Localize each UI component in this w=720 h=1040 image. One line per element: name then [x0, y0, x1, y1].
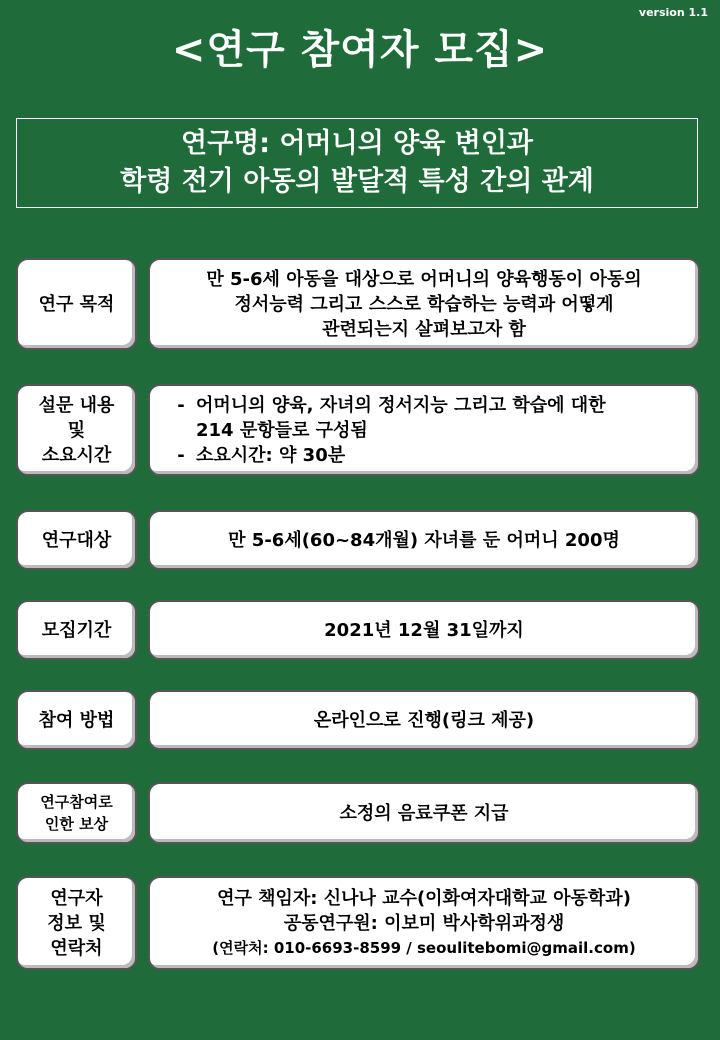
- contact-info: (연락처: 010-6693-8599 / seoulitebomi@gmail.com): [212, 938, 636, 957]
- row-survey: [16, 384, 700, 476]
- row-reward: [16, 782, 700, 844]
- method-label: 참여 방법: [16, 690, 137, 750]
- row-method: [16, 690, 700, 750]
- survey-label-line-1: 설문 내용: [38, 394, 115, 416]
- survey-label: [16, 384, 137, 476]
- study-title-box: [16, 118, 698, 208]
- contact-label-line-3: 연락처: [50, 937, 103, 959]
- reward-content: 소정의 음료쿠폰 지급: [148, 782, 700, 844]
- contact-label-line-1: 연구자: [50, 887, 103, 909]
- period-content: 2021년 12월 31일까지: [148, 600, 700, 660]
- dash-1: -: [177, 394, 185, 416]
- row-period: [16, 600, 700, 660]
- survey-label-line-2: 및: [67, 419, 86, 441]
- reward-label: [16, 782, 137, 844]
- survey-item-2-text: 소요시간: 약 30분: [196, 444, 346, 466]
- survey-item-1: [166, 393, 606, 418]
- survey-item-1-cont: 214 문항들로 구성됨: [196, 419, 368, 441]
- row-target: [16, 510, 700, 570]
- method-content: 온라인으로 진행(링크 제공): [148, 690, 700, 750]
- contact-content: [148, 876, 700, 970]
- purpose-line-1: 만 5-6세 아동을 대상으로 어머니의 양육행동이 아동의: [206, 268, 642, 290]
- period-label: 모집기간: [16, 600, 137, 660]
- survey-item-1-text: 어머니의 양육, 자녀의 정서지능 그리고 학습에 대한: [196, 394, 606, 416]
- purpose-line-2: 정서능력 그리고 스스로 학습하는 능력과 어떻게: [234, 293, 614, 315]
- reward-label-line-1: 연구참여로: [40, 793, 113, 811]
- row-purpose: [16, 258, 700, 350]
- survey-label-line-3: 소요시간: [41, 444, 112, 466]
- contact-label-line-2: 정보 및: [47, 912, 106, 934]
- study-title-line-2: 학령 전기 아동의 발달적 특성 간의 관계: [120, 166, 594, 197]
- purpose-content: [148, 258, 700, 350]
- page-title: <연구 참여자 모집>: [171, 27, 549, 73]
- study-title-line-1: 연구명: 어머니의 양육 변인과: [181, 128, 533, 159]
- reward-label-line-2: 인한 보상: [44, 815, 109, 833]
- target-content: 만 5-6세(60~84개월) 자녀를 둔 어머니 200명: [148, 510, 700, 570]
- co-researcher: 공동연구원: 이보미 박사학위과정생: [283, 912, 565, 934]
- contact-label: [16, 876, 137, 970]
- survey-item-2: [166, 443, 345, 468]
- dash-2: -: [177, 444, 185, 466]
- survey-content: [148, 384, 700, 476]
- version-label: version 1.1: [638, 6, 708, 19]
- purpose-line-3: 관련되는지 살펴보고자 함: [322, 318, 526, 340]
- row-contact: [16, 876, 700, 970]
- principal-investigator: 연구 책임자: 신나나 교수(이화여자대학교 아동학과): [217, 887, 631, 909]
- purpose-label: 연구 목적: [16, 258, 137, 350]
- target-label: 연구대상: [16, 510, 137, 570]
